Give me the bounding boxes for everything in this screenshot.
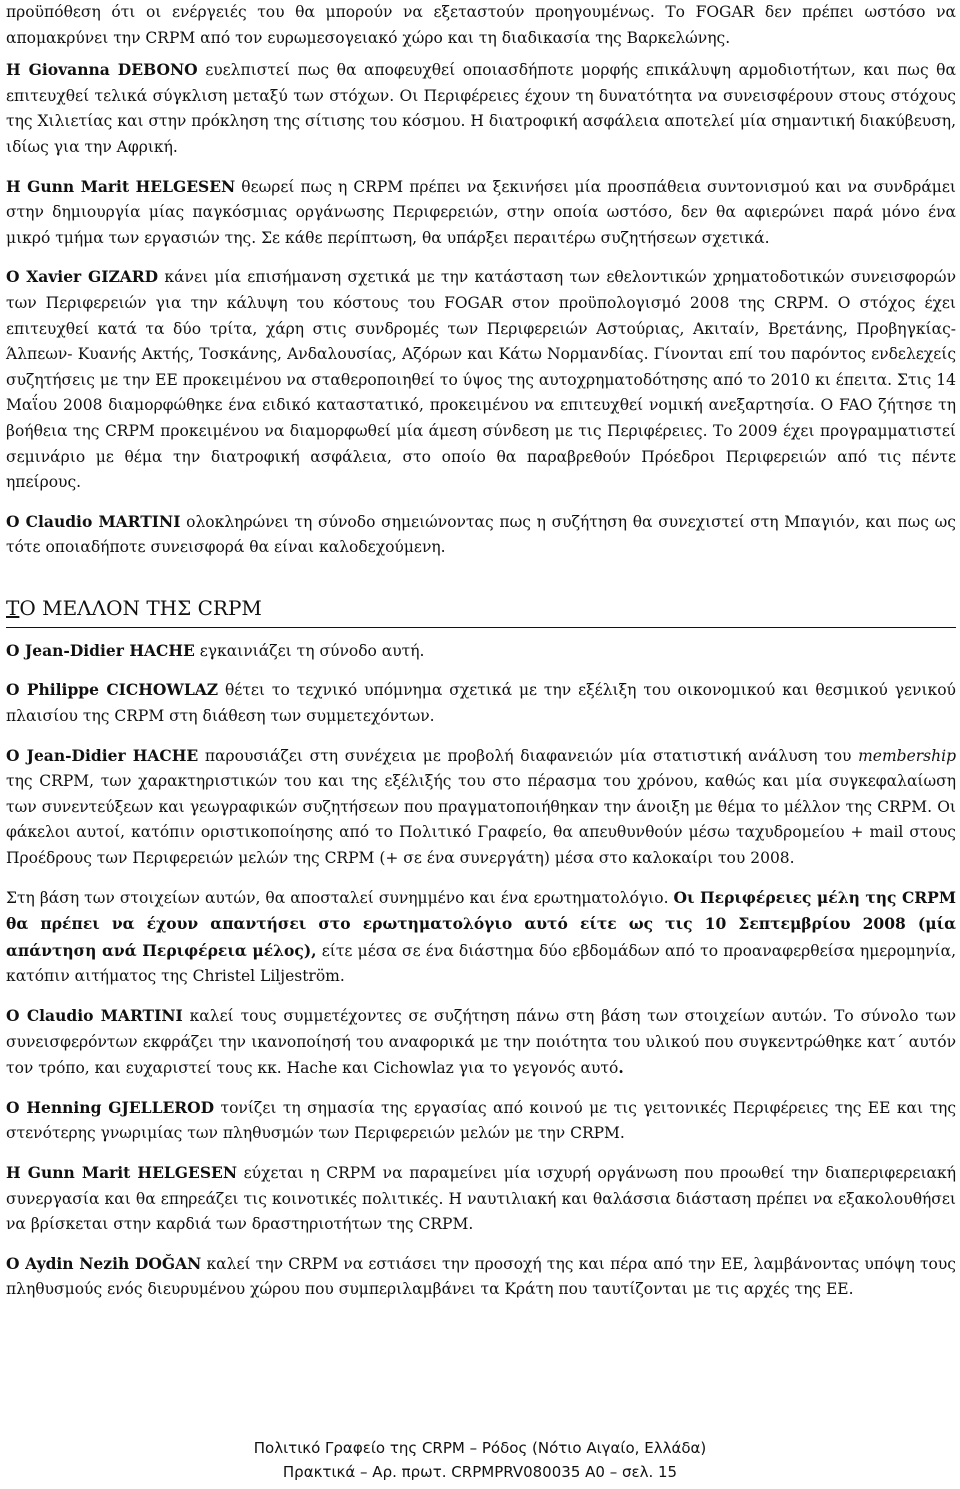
paragraph-text: θέτει το τεχνικό υπόμνημα σχετικά με την εξέλιξη του οικονομικού και θεσμικού γενικού πλαισίου της CRPM στη διάθεση των συμμετεχόντων. [6, 681, 956, 726]
paragraph-text: εύχεται η CRPM να παραμείνει μία ισχυρή οργάνωση που προωθεί την διαπεριφερειακή συνεργασία και θα επηρεάζει τις κοινοτικές πολιτικές. Η ναυτιλιακή και θαλάσσια διάσταση πρέπει να εξακολουθήσει να βρίσκεται στην καρδιά των δραστηριοτήτων της CRPM. [6, 1163, 956, 1234]
speaker-name: Ο Xavier GIZARD [6, 267, 159, 287]
paragraph-text: είτε μέσα σε ένα διάστημα δύο εβδομάδων από το προαναφερθείσα ημερομηνία, κατόπιν αιτήματος της Christel Liljeström. [6, 941, 957, 986]
paragraph-martini [6, 509, 956, 561]
paragraph-text: καλεί τους συμμετέχοντες σε συζήτηση πάνω στη βάση των στοιχείων αυτών. Το σύνολο των συνεισφερόντων εκφράζει την ικανοποίησή του αναφορικά με την ποιότητα του υλικού που συγκεντρώθηκε κατ΄ αυτόν τον τρόπο, και ευχαριστεί τους κκ. Hache και Cichowlaz για το γεγονός αυτό [6, 1007, 956, 1078]
speaker-name: Ο Philippe CICHOWLAZ [6, 680, 219, 700]
paragraph-text: της CRPM, των χαρακτηριστικών του και της εξέλιξής του στο πέρασμα του χρόνου, καθώς και μία συγκεφαλαίωση των συνεντεύξεων και γεωγραφικών συζητήσεων που πραγματοποιήθηκαν την άνοιξη με θέμα το μέλλον της CRPM. Οι φάκελοι αυτοί, κατόπιν οριστικοποίησης από το Πολιτικό Γραφείο, θα απευθυνθούν μέσω ταχυδρομείου + mail στους Προέδρους των Περιφερειών μελών της CRPM (+ σε ένα συνεργάτη) μέσα στο καλοκαίρι του 2008. [6, 772, 956, 868]
speaker-name: Ο Jean-Didier HACHE [6, 640, 195, 660]
paragraph-helgesen [6, 174, 956, 252]
speaker-name: Η Gunn Marit HELGESEN [6, 1162, 238, 1182]
footer-line-2: Πρακτικά – Αρ. πρωτ. CRPMPRV080035 A0 – σελ. 15 [282, 1463, 678, 1481]
page-footer [0, 1436, 960, 1484]
paragraph-text: ευελπιστεί πως θα αποφευχθεί οποιασδήποτε μορφής επικάλυψη αρμοδιοτήτων, και πως θα επιτευχθεί τελικά σύγκλιση μεταξύ των στόχων. Οι Περιφέρειες έχουν τη δυνατότητα να συνεισφέρουν στους στόχους της Χιλιετίας και στην πρόκληση της σίτισης του κόσμου. Η διατροφική ασφάλεια αποτελεί μία σημαντική διακύβευση, ιδίως για την Αφρική. [6, 61, 956, 156]
speaker-name: Ο Claudio MARTINI [6, 511, 181, 531]
paragraph-text: καλεί την CRPM να εστιάσει την προσοχή της και πέρα από την ΕΕ, λαμβάνοντας υπόψη τους πληθυσμούς ενός διευρυμένου χώρου που συμπεριλαμβάνει τα Κράτη που ταυτίζονται με τις αρχές της ΕΕ. [6, 1254, 956, 1299]
paragraph-helgesen-wishes [6, 1160, 956, 1238]
paragraph-text: τονίζει τη σημασία της εργασίας από κοινού με τις γειτονικές Περιφέρειες της ΕΕ και της στενότερης γνωριμίας των πληθυσμών των Περιφερειών μελών με την CRPM. [6, 1098, 956, 1143]
paragraph-cichowlaz [6, 677, 956, 729]
paragraph-debono [6, 57, 956, 160]
paragraph-text: εγκαινιάζει τη σύνοδο αυτή. [194, 641, 425, 660]
speaker-name: Ο Claudio MARTINI [6, 1006, 183, 1025]
paragraph-text: παρουσιάζει στη συνέχεια με προβολή διαφανειών μία στατιστική ανάλυση του [198, 746, 859, 765]
bold-deadline: Οι Περιφέρειες μέλη της CRPM θα πρέπει να έχουν απαντήσει στο ερωτηματολόγιο αυτό είτε ως τις 10 Σεπτεμβρίου 2008 (μία απάντηση ανά Περιφέρεια μέλος), [6, 887, 956, 960]
paragraph-continuation [6, 0, 956, 51]
paragraph-text: θεωρεί πως η CRPM πρέπει να ξεκινήσει μία προσπάθεια συντονισμού και να συνδράμει στην δημιουργία μίας παγκόσμιας οργάνωσης Περιφερειών, στην οποία ωστόσο, δεν θα αφιερώνει παρά μόνο ένα μικρό τμήμα των εργασιών της. Σε κάθε περίπτωση, θα υπάρξει περαιτέρω συζητήσεων σχετικά. [6, 177, 956, 247]
speaker-name: Ο Aydin Nezih DOĞAN [6, 1253, 202, 1273]
paragraph-questionnaire [6, 885, 956, 990]
paragraph-hache-opens [6, 638, 956, 665]
section-heading-initial: Τ [6, 595, 20, 620]
bold-period: . [618, 1058, 624, 1078]
speaker-name: Η Giovanna DEBONO [6, 60, 198, 80]
speaker-name: Ο Jean-Didier HACHE [6, 745, 199, 765]
paragraph-gjellerod [6, 1095, 956, 1147]
paragraph-martini-discussion [6, 1003, 956, 1082]
paragraph-text: κάνει μία επισήμανση σχετικά με την κατάσταση των εθελοντικών χρηματοδοτικών συνεισφορών των Περιφερειών για την κάλυψη του κόστους του FOGAR στον προϋπολογισμό 2008 της CRPM. Ο στόχος έχει επιτευχθεί κατά τα δύο τρίτα, χάρη στις συνδρομές των Περιφερειών Αστούριας, Ακιταίν, Βρετάνης, Προβηγκίας- Άλπεων- Κυανής Ακτής, Τοσκάνης, Ανδαλουσίας, Αζόρων και Κάτω Νορμανδίας. Γίνονται επί του παρόντος ενδελεχείς συζητήσεις με την ΕΕ προκειμένου να σταθεροποιηθεί το ύψος της αυτοχρηματοδότησης από το 2010 κι έπειτα. Στις 14 Μαΐου 2008 διαμορφώθηκε ένα ειδικό καταστατικό, προκειμένου να επιτευχθεί νομική ανεξαρτησία. Ο FAO ζήτησε τη βοήθεια της CRPM προκειμένου να διαμορφωθεί μία άμεση σύνδεση με τις Περιφέρειες. Το 2009 έχει προγραμματιστεί σεμινάριο με θέμα την διατροφική ασφάλεια, στο οποίο θα παραβρεθούν Πρόεδροι Περιφερειών από τις πέντε ηπείρους. [6, 268, 956, 492]
section-heading [6, 595, 956, 628]
section-heading-rest: Ο ΜΕΛΛΟΝ ΤΗΣ CRPM [19, 595, 262, 620]
paragraph-text: Στη βάση των στοιχείων αυτών, θα αποσταλεί συνημμένο και ένα ερωτηματολόγιο. [6, 888, 674, 907]
paragraph-gizard [6, 264, 956, 495]
paragraph-text: ολοκληρώνει τη σύνοδο σημειώνοντας πως η συζήτηση θα συνεχιστεί στη Μπαγιόν, και πως ως τότε οποιαδήποτε συνεισφορά θα είναι καλοδεχούμενη. [6, 512, 956, 557]
paragraph-text: προϋπόθεση ότι οι ενέργειές του θα μπορούν να εξεταστούν προηγουμένως. Το FOGAR δεν πρέπει ωστόσο να απομακρύνει την CRPM από τον ευρωμεσογειακό χώρο και τη διαδικασία της Βαρκελώνης. [6, 3, 956, 47]
footer-line-1: Πολιτικό Γραφείο της CRPM – Ρόδος (Νότιο Αιγαίο, Ελλάδα) [253, 1439, 707, 1457]
paragraph-hache-presents [6, 743, 956, 872]
italic-term: membership [858, 746, 956, 765]
paragraph-dogan [6, 1251, 956, 1303]
document-page [6, 0, 956, 1316]
speaker-name: Η Gunn Marit HELGESEN [6, 176, 236, 196]
speaker-name: Ο Henning GJELLEROD [6, 1097, 215, 1117]
